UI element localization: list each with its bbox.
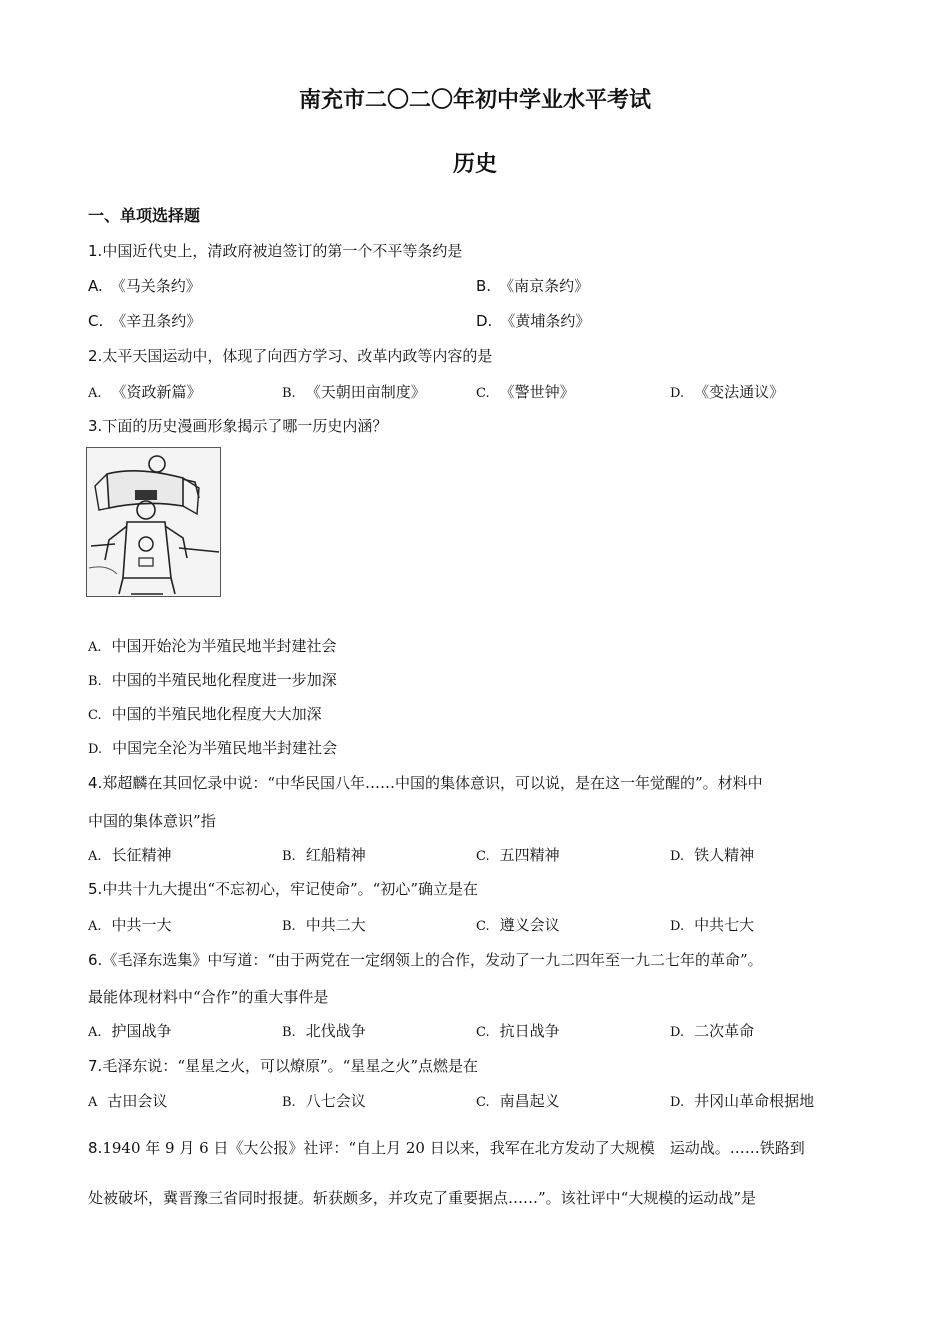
question-stem: 《毛泽东选集》中写道：“由于两党在一定纲领上的合作，发动了一九二四年至一九二七年的革命”。	[102, 951, 763, 969]
q3-option-a	[88, 636, 337, 658]
option-text: 《天朝田亩制度》	[305, 383, 426, 401]
option-text: 《资政新篇》	[111, 383, 202, 401]
option-label: B.	[282, 849, 296, 864]
q7-option-b	[282, 1091, 366, 1113]
q4-option-c	[476, 845, 560, 867]
option-text: 北伐战争	[305, 1022, 366, 1040]
subject-title: 历史	[452, 151, 497, 177]
option-text: 中共七大	[694, 916, 755, 934]
option-label: B.	[282, 1095, 296, 1110]
option-label: B.	[282, 919, 296, 934]
question-3	[88, 416, 387, 436]
option-label: C.	[476, 1025, 490, 1040]
option-text: 中国开始沦为半殖民地半封建社会	[111, 637, 337, 655]
question-5	[88, 879, 478, 899]
q1-option-c	[88, 311, 201, 331]
q5-option-b	[282, 915, 366, 937]
option-text: 铁人精神	[694, 846, 755, 864]
q4-option-b	[282, 845, 366, 867]
historical-cartoon-image	[86, 447, 221, 597]
option-text: 《警世钟》	[499, 383, 575, 401]
q4-option-a	[88, 845, 172, 867]
cartoon-drawing-icon	[87, 448, 221, 597]
option-label: A.	[88, 1025, 102, 1040]
option-label: C.	[476, 1095, 490, 1110]
option-text: 《黄埔条约》	[500, 312, 591, 330]
question-stem: 郑超麟在其回忆录中说：“中华民国八年……中国的集体意识，可以说，是在这一年觉醒的”。材料中	[102, 774, 763, 792]
option-label: A.	[88, 277, 103, 295]
q3-option-c	[88, 704, 322, 726]
q5-option-d	[670, 915, 754, 937]
option-label: D.	[670, 849, 685, 864]
option-text: 南昌起义	[499, 1092, 560, 1110]
q5-option-a	[88, 915, 172, 937]
option-label: C.	[88, 312, 104, 330]
option-label: B.	[282, 1025, 296, 1040]
q7-option-c	[476, 1091, 560, 1113]
option-label: A.	[88, 849, 102, 864]
option-text: 中国的半殖民地化程度大大加深	[111, 705, 322, 723]
option-label: D.	[670, 1095, 685, 1110]
q7-option-a	[88, 1091, 167, 1113]
option-text: 中共一大	[111, 916, 172, 934]
question-number: 7.	[88, 1057, 103, 1075]
q1-option-b	[476, 276, 589, 296]
option-label: B.	[282, 386, 296, 401]
option-text: 中国完全沦为半殖民地半封建社会	[112, 739, 338, 757]
option-text: 《辛丑条约》	[111, 312, 202, 330]
question-stem: 中国近代史上，清政府被迫签订的第一个不平等条约是	[102, 242, 463, 260]
option-text: 抗日战争	[499, 1022, 560, 1040]
exam-title: 南充市二〇二〇年初中学业水平考试	[298, 87, 651, 113]
q4-option-d	[670, 845, 754, 867]
option-label: D.	[670, 386, 685, 401]
option-label: A.	[88, 386, 102, 401]
q6-option-b	[282, 1021, 366, 1043]
option-label: D.	[476, 312, 493, 330]
question-1	[88, 241, 462, 261]
question-number: 1.	[88, 242, 103, 260]
option-text: 五四精神	[499, 846, 560, 864]
q6-option-d	[670, 1021, 754, 1043]
option-text: 《变法通议》	[694, 383, 785, 401]
question-number: 8.	[88, 1139, 103, 1157]
question-4-line2: 中国的集体意识”指	[88, 812, 216, 830]
q1-option-a	[88, 276, 201, 296]
section-title: 一、单项选择题	[88, 206, 201, 225]
option-text: 红船精神	[305, 846, 366, 864]
question-7	[88, 1056, 478, 1076]
question-number: 4.	[88, 774, 103, 792]
question-number: 5.	[88, 880, 103, 898]
option-label: B.	[476, 277, 492, 295]
question-6	[88, 950, 763, 970]
option-text: 护国战争	[111, 1022, 172, 1040]
question-stem: 毛泽东说：“星星之火，可以燎原”。“星星之火”点燃是在	[102, 1057, 478, 1075]
option-text: 井冈山革命根据地	[694, 1092, 815, 1110]
question-8	[88, 1138, 805, 1158]
q2-option-d	[670, 382, 784, 404]
q2-option-b	[282, 382, 426, 404]
question-number: 3.	[88, 417, 103, 435]
option-text: 八七会议	[305, 1092, 366, 1110]
option-label: A.	[88, 919, 102, 934]
option-text: 《南京条约》	[499, 277, 590, 295]
q1-option-d	[476, 311, 590, 331]
option-label: B.	[88, 674, 102, 689]
option-text: 古田会议	[107, 1092, 168, 1110]
option-label: C.	[476, 919, 490, 934]
q6-option-c	[476, 1021, 560, 1043]
question-6-line2: 最能体现材料中“合作”的重大事件是	[88, 988, 329, 1006]
option-text: 二次革命	[694, 1022, 755, 1040]
question-stem: 下面的历史漫画形象揭示了哪一历史内涵？	[102, 417, 388, 435]
question-8-line2: 处被破坏，冀晋豫三省同时报捷。斩获颇多，并攻克了重要据点……”。该社评中“大规模的运动战”是	[88, 1189, 757, 1207]
question-stem: 1940 年 9 月 6 日《大公报》社评：“自上月 20 日以来，我军在北方发动了大规模 运动战。……铁路到	[102, 1139, 805, 1157]
option-label: D.	[88, 742, 103, 757]
question-2	[88, 346, 492, 366]
q7-option-d	[670, 1091, 814, 1113]
option-label: D.	[670, 1025, 685, 1040]
option-text: 《马关条约》	[110, 277, 201, 295]
option-label: C.	[476, 849, 490, 864]
option-label: A.	[88, 640, 102, 655]
option-label: A	[88, 1095, 98, 1110]
q5-option-c	[476, 915, 560, 937]
question-stem: 中共十九大提出“不忘初心，牢记使命”。“初心”确立是在	[102, 880, 478, 898]
option-text: 中共二大	[305, 916, 366, 934]
q2-option-c	[476, 382, 575, 404]
question-4	[88, 773, 763, 793]
option-label: C.	[476, 386, 490, 401]
question-stem: 太平天国运动中，体现了向西方学习、改革内政等内容的是	[102, 347, 493, 365]
q3-option-d	[88, 738, 337, 760]
option-text: 长征精神	[111, 846, 172, 864]
option-text: 中国的半殖民地化程度进一步加深	[111, 671, 337, 689]
option-text: 遵义会议	[499, 916, 560, 934]
q2-option-a	[88, 382, 202, 404]
question-number: 2.	[88, 347, 103, 365]
option-label: D.	[670, 919, 685, 934]
option-label: C.	[88, 708, 102, 723]
question-number: 6.	[88, 951, 103, 969]
q6-option-a	[88, 1021, 172, 1043]
q3-option-b	[88, 670, 337, 692]
